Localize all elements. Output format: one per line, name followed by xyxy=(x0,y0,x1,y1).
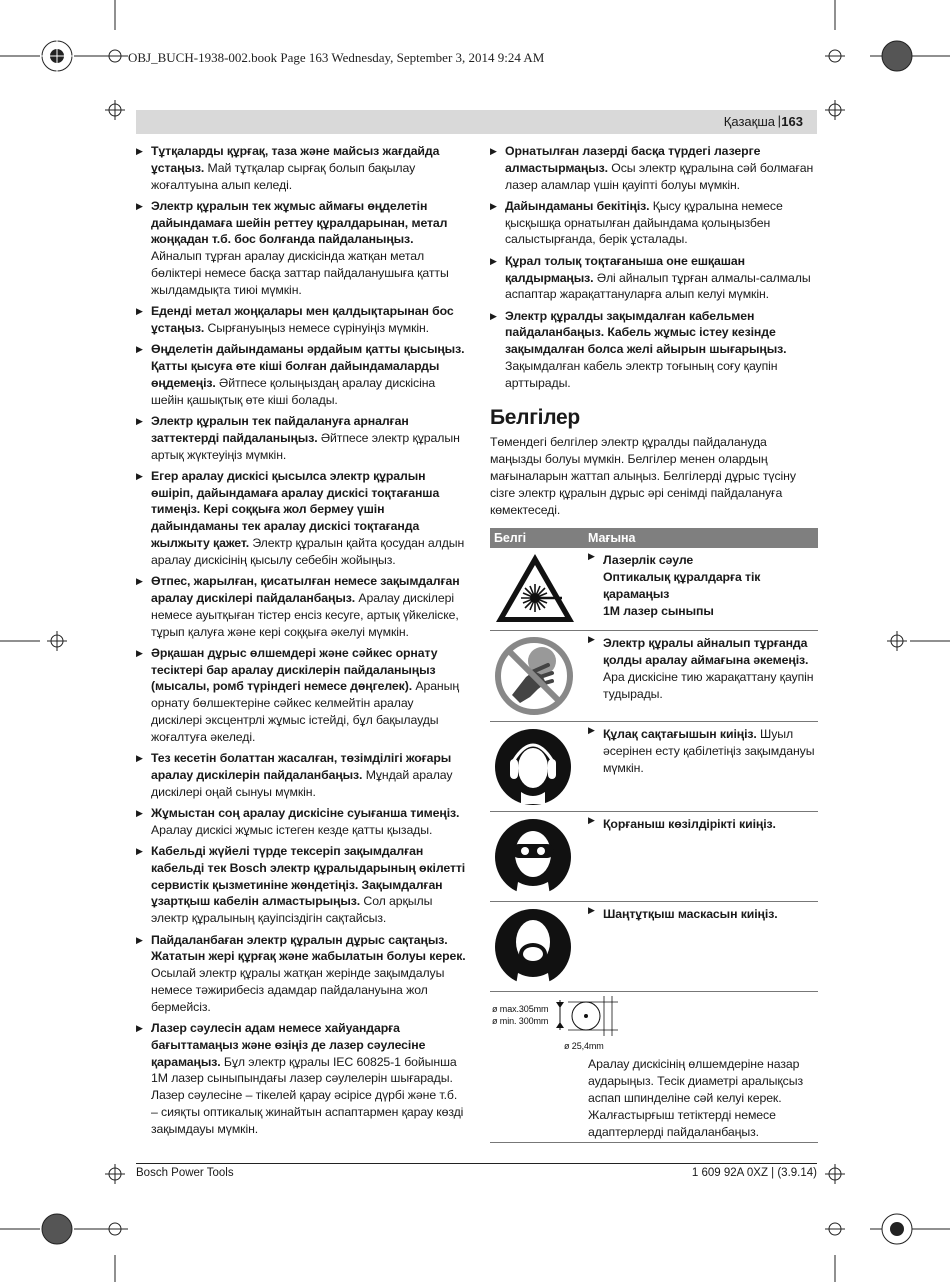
safety-item: ▶ Жұмыстан соң аралау дискісіне суығанша тимеңіз. Аралау дискісі жұмыс істеген кезде қатты қызады. xyxy=(136,805,466,839)
ear-protection-icon xyxy=(490,722,580,816)
page-header-bar xyxy=(136,110,817,134)
header-separator: | xyxy=(777,113,781,128)
blade-bore-label: ø 25,4mm xyxy=(564,1041,604,1052)
symbols-table-header xyxy=(490,528,818,548)
registration-mark-br xyxy=(882,1214,912,1244)
safety-item: ▶ Пайдаланбаған электр құралын дұрыс сақтаңыз. Жататын жері құрғақ және жабылатын болуы керек. Осылай электр құралы жатқан жерінде зақымдалуы немесе тәжирибесіз адамдар пайдалануына жол бермейсіз. xyxy=(136,932,466,1016)
footer-doc-number: 1 609 92A 0XZ | (3.9.14) xyxy=(691,1167,817,1179)
column-meaning: Мағына xyxy=(588,531,636,546)
blade-min-label: ø min. 300mm xyxy=(492,1016,549,1027)
section-intro: Төмендегі белгілер электр құралды пайдалануда маңызды болуы мүмкін. Белгілер менен олардың мағыналарын жаттап алыңыз. Белгілерді дұрыс түсіну сізге электр құралын дұрыс әрі сенімді пайдалануға көмектеседі. xyxy=(490,435,796,517)
symbol-meaning: ▶ Қорғаныш көзілдірікті киіңіз. xyxy=(588,812,818,833)
safety-item: ▶ Дайындаманы бекітіңіз. Қысу құралына немесе қысқышқа орнатылған дайындама қолыңызбен салыстырғанда, берік ұсталады. xyxy=(490,198,818,248)
footer-divider xyxy=(136,1163,817,1164)
safety-item: ▶ Тұтқаларды құрғақ, таза және майсыз жағдайда ұстаңыз. Май тұтқалар сырғақ болып бақылау жоғалтуына алып келеді. xyxy=(136,143,466,193)
laser-warning-icon xyxy=(490,548,580,635)
safety-item: ▶ Электр құралды зақымдалған кабельмен пайдаланбаңыз. Кабель жұмыс істеу кезінде зақымдалған болса желі айырын шығарыңыз. Зақымдалған кабель электр тоғының соғу қаупін арттырады. xyxy=(490,308,818,392)
left-column xyxy=(136,143,466,1142)
blade-dimensions-icon xyxy=(490,992,630,1057)
column-symbol: Белгі xyxy=(494,531,527,546)
safety-item: ▶ Еденді метал жоңқалары мен қалдықтарынан бос ұстаңыз. Сырғануыңыз немесе сүрінуіңіз мүмкін. xyxy=(136,303,466,337)
safety-item: ▶ Тез кесетін болаттан жасалған, төзімділігі жоғары аралау дискілерін пайдаланбаңыз. Мұндай аралау дискілері оңай сынуы мүмкін. xyxy=(136,750,466,800)
registration-mark-tr xyxy=(882,41,912,71)
symbol-row xyxy=(490,992,818,1143)
page-number: 163 xyxy=(781,114,803,129)
safety-item: ▶ Электр құралын тек пайдалануға арналған заттектерді пайдаланыңыз. Әйтпесе электр құралын артық жүктеуіңіз мүмкін. xyxy=(136,413,466,463)
header-language: Қазақша xyxy=(723,114,775,129)
blade-note: Аралау дискісінің өлшемдеріне назар аударыңыз. Тесік диаметрі аралықсыз аспап шпинделіне сәй келуі керек. Жалғастырғыш тетіктерді немесе адаптерлерді пайдаланбаңыз. xyxy=(588,1057,803,1139)
print-header: OBJ_BUCH-1938-002.book Page 163 Wednesday, September 3, 2014 9:24 AM xyxy=(128,50,545,65)
no-hands-blade-icon xyxy=(490,631,580,726)
symbol-meaning: ▶ Лазерлік сәуле Оптикалық құралдарға тік қарамаңыз 1М лазер сыныпы xyxy=(588,548,818,619)
footer-brand: Bosch Power Tools xyxy=(136,1167,234,1179)
safety-item: ▶ Егер аралау дискісі қысылса электр құралын өшіріп, дайындамаға аралау дискісі тоқтағанша тимеңіз. Кері соққыға жол бермеу үшін дайындаманы тек аралау дискісі тоқтағанда жылжыту қажет. Электр құралын қайта қосудан алдын аралау дискісінің қысылу себебін жойыңыз. xyxy=(136,468,466,569)
safety-item: ▶ Электр құралын тек жұмыс аймағы өңделетін дайындамаға шейін реттеу құралдарынан, метал жоңқадан т.б. бос болғанда пайдаланыңыз. Айналып тұрған аралау дискісінда жатқан метал бөліктері немесе басқа заттар пайдаланушыға қатты жылдамдықта тиюі мүмкін. xyxy=(136,198,466,299)
blade-max-label: ø max.305mm xyxy=(492,1004,549,1015)
symbol-row xyxy=(490,902,818,992)
registration-mark-bl xyxy=(42,1214,72,1244)
symbol-meaning: ▶ Шаңтұтқыш маскасын киіңіз. xyxy=(588,902,818,923)
safety-item: ▶ Орнатылған лазерді басқа түрдегі лазерге алмастырмаңыз. Осы электр құралына сәй болмаған лазер аламлар үшін қауіпті болуы мүмкін. xyxy=(490,143,818,193)
safety-item: ▶ Өңделетін дайындаманы әрдайым қатты қысыңыз. Қатты қысуға өте кіші болған дайындамаларды өңдемеңіз. Әйтпесе қолыңыздаң аралау дискісіна шейін қашықтық өте кіші болады. xyxy=(136,341,466,408)
safety-item: ▶ Өтпес, жарылған, қисатылған немесе зақымдалған аралау дискілері пайдаланбаңыз. Аралау дискілері немесе ауытқыған тістер енсіз кесуге, артық үйкеліске, тұрып қалуға және кері соққыға әкелуі мүмкін. xyxy=(136,573,466,640)
safety-item: ▶ Әрқашан дұрыс өлшемдері және сәйкес орнату тесіктері бар аралау дискілерін пайдаланыңыз (мысалы, ромб түріндегі немесе дөңгелек). Араның орнату бөлшектеріне сәйкес келмейтін аралау дискілері эксцентрлі жұмыс істейді, бұл бақылауды жоғалтуға әкеледі. xyxy=(136,645,466,746)
right-column xyxy=(490,143,818,1143)
symbol-meaning: ▶ Электр құралы айналып тұрғанда қолды аралау аймағына әкемеңіз. Ара дискісіне тию жарақаттану қаупін тудырады. xyxy=(588,631,818,702)
safety-item: ▶ Кабельді жүйелі түрде тексеріп зақымдалған кабельді тек Bosch электр құралыдарының өкілетті сервистік қызметиніне жөндетіңіз. Зақымдалған ұзартқыш кабелін алмастырыңыз. Сол арқылы электр құралының қауіпсіздігін сақтайсыз. xyxy=(136,843,466,927)
symbol-row xyxy=(490,812,818,902)
symbol-row xyxy=(490,548,818,631)
section-title: Белгілер xyxy=(490,405,580,429)
registration-mark-tl xyxy=(40,39,74,73)
symbol-row xyxy=(490,722,818,812)
dust-mask-icon xyxy=(490,902,580,996)
eye-protection-icon xyxy=(490,812,580,906)
symbol-row xyxy=(490,631,818,722)
safety-item: ▶ Лазер сәулесін адам немесе хайуандарға бағыттамаңыз және өзіңіз де лазер сәулесіне қарамаңыз. Бұл электр құралы IEC 60825-1 бойынша 1М лазер сыныпындағы лазер сәулелерін шығарады. Лазер сәулесіне – тікелей қарау әсірісе дүрбі және т.б. – сияқты оптикалық жинайтын аспаптармен қарау көзді зақымдауы мүмкін. xyxy=(136,1020,466,1138)
symbol-meaning: ▶ Құлақ сақтағышын киіңіз. Шуыл әсерінен есту қабілетіңіз зақымдануы мүмкін. xyxy=(588,722,818,776)
safety-item: ▶ Құрал толық тоқтағаныша оне ешқашан қалдырмаңыз. Әлі айналып тұрған алмалы-салмалы аспаптар жарақаттануларға алып келуі мүмкін. xyxy=(490,253,818,303)
